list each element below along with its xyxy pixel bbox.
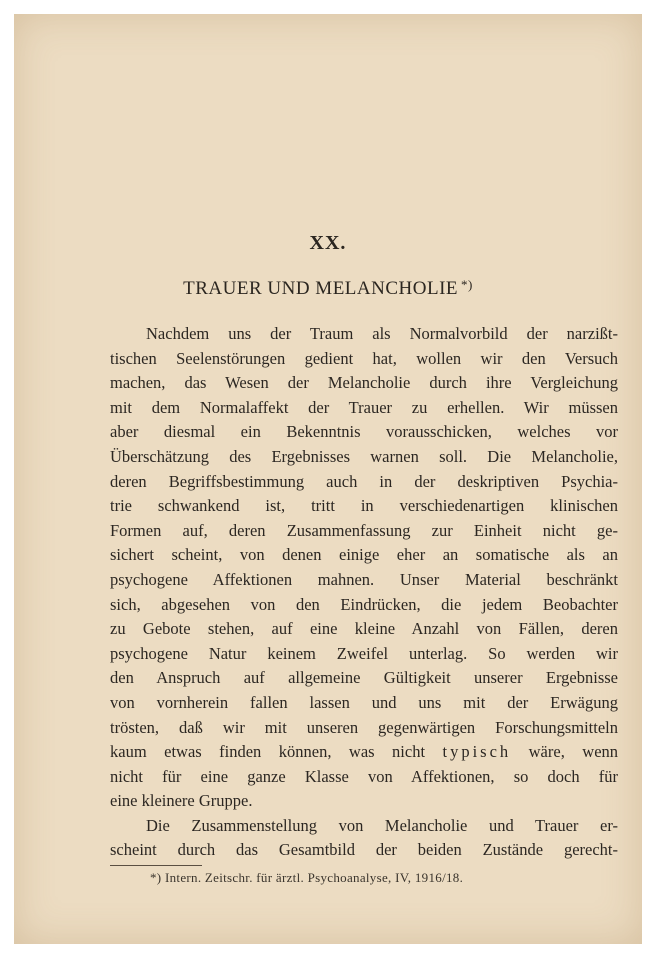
text-line: von vornherein fallen lassen und uns mit der Erwägung xyxy=(110,692,618,712)
text-line: scheint durch das Gesamtbild der beiden Zustände gerecht- xyxy=(110,840,618,860)
chapter-title-text: TRAUER UND MELANCHOLIE xyxy=(183,278,459,299)
text-line xyxy=(110,740,618,765)
chapter-title xyxy=(0,277,656,300)
text-line: nicht für eine ganze Klasse von Affektionen, so doch für xyxy=(110,766,618,786)
text-line: Formen auf, deren Zusammenfassung zur Einheit nicht ge- xyxy=(110,520,618,540)
footnote-marker: *) xyxy=(461,277,473,292)
text-line: deren Begriffsbestimmung auch in der deskriptiven Psychia- xyxy=(110,471,618,491)
text-line: tischen Seelenstörungen gedient hat, wollen wir den Versuch xyxy=(110,348,618,368)
text-line: eine kleinere Gruppe. xyxy=(110,791,253,811)
footnote: *) Intern. Zeitschr. für ärztl. Psychoanalyse, IV, 1916/18. xyxy=(150,870,464,885)
text-line: machen, das Wesen der Melancholie durch ihre Vergleichung xyxy=(110,373,618,393)
chapter-number: XX. xyxy=(309,232,347,254)
footnote-rule xyxy=(110,865,202,866)
body-text xyxy=(110,322,618,863)
text-line: Überschätzung des Ergebnisses warnen soll. Die Melancholie, xyxy=(110,446,618,466)
text-fragment: kaum etwas finden können, was nicht xyxy=(110,742,426,762)
text-line: den Anspruch auf allgemeine Gültigkeit unserer Ergebnisse xyxy=(110,668,618,688)
text-line: trie schwankend ist, tritt in verschiedenartigen klinischen xyxy=(110,496,618,516)
text-line: psychogene Affektionen mahnen. Unser Material beschränkt xyxy=(110,569,618,589)
text-line: aber diesmal ein Bekenntnis vorausschicken, welches vor xyxy=(110,422,618,442)
text-line: mit dem Normalaffekt der Trauer zu erhellen. Wir müssen xyxy=(110,397,618,417)
text-line: sichert scheint, von denen einige eher an somatische als an xyxy=(110,545,618,565)
text-line: psychogene Natur keinem Zweifel unterlag. So werden wir xyxy=(110,643,618,663)
text-line: sich, abgesehen von den Eindrücken, die jedem Beobachter xyxy=(110,594,618,614)
text-line: trösten, daß wir mit unseren gegenwärtigen Forschungsmitteln xyxy=(110,717,618,737)
emphasized-word: typisch xyxy=(442,742,512,762)
text-line: Die Zusammenstellung von Melancholie und Trauer er- xyxy=(146,815,618,835)
text-line: zu Gebote stehen, auf eine kleine Anzahl von Fällen, deren xyxy=(110,619,618,639)
text-fragment: wäre, wenn xyxy=(528,742,618,762)
text-line: Nachdem uns der Traum als Normalvorbild der narzißt- xyxy=(146,324,618,343)
